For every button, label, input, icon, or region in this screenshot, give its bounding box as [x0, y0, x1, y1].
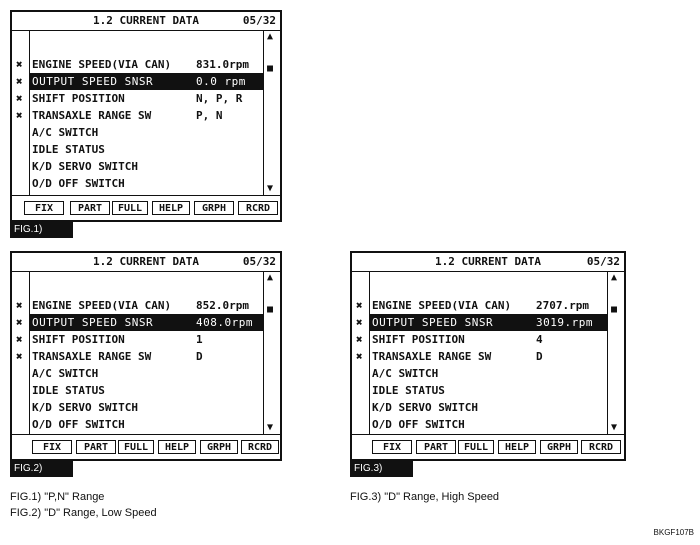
row-label: O/D OFF SWITCH: [32, 177, 125, 190]
data-row-idle-status[interactable]: [370, 382, 607, 399]
row-value: P, N: [196, 109, 223, 122]
row-label: ENGINE SPEED(VIA CAN): [372, 299, 512, 312]
data-row-transaxle-range[interactable]: [30, 107, 263, 124]
data-row-od-off[interactable]: [30, 416, 263, 433]
full-button[interactable]: FULL: [118, 440, 154, 454]
data-row-ac-switch[interactable]: [370, 365, 607, 382]
row-value: 831.0rpm: [196, 58, 249, 71]
help-button[interactable]: HELP: [498, 440, 536, 454]
row-mark[interactable]: ✖: [16, 92, 23, 105]
row-label: OUTPUT SPEED SNSR: [372, 316, 494, 329]
help-button[interactable]: HELP: [158, 440, 196, 454]
page-indicator: 05/32: [242, 255, 276, 268]
row-label: TRANSAXLE RANGE SW: [32, 350, 152, 363]
row-label: IDLE STATUS: [32, 143, 105, 156]
scroll-up-icon[interactable]: ▲: [267, 31, 274, 42]
scroll-thumb-icon[interactable]: ■: [267, 63, 274, 74]
row-value: 408.0rpm: [196, 316, 253, 329]
rcrd-button[interactable]: RCRD: [238, 201, 278, 215]
screen-title: 1.2 CURRENT DATA: [93, 14, 199, 27]
screen-title: 1.2 CURRENT DATA: [93, 255, 199, 268]
title-bar: [12, 253, 280, 272]
row-label: IDLE STATUS: [32, 384, 105, 397]
row-label: ENGINE SPEED(VIA CAN): [32, 299, 172, 312]
rcrd-button[interactable]: RCRD: [241, 440, 279, 454]
rcrd-button[interactable]: RCRD: [581, 440, 621, 454]
row-label: A/C SWITCH: [372, 367, 439, 380]
fig3-label: FIG.3): [350, 461, 413, 477]
page-indicator: 05/32: [586, 255, 620, 268]
row-mark[interactable]: ✖: [16, 58, 23, 71]
row-mark[interactable]: ✖: [356, 333, 363, 346]
row-label: ENGINE SPEED(VIA CAN): [32, 58, 172, 71]
row-value: 2707.rpm: [536, 299, 589, 312]
row-label: TRANSAXLE RANGE SW: [32, 109, 152, 122]
data-row-shift-position[interactable]: [30, 331, 263, 348]
scan-screen-fig2: [10, 251, 282, 461]
row-value: 3019.rpm: [536, 316, 593, 329]
row-label: TRANSAXLE RANGE SW: [372, 350, 492, 363]
row-label: K/D SERVO SWITCH: [32, 160, 138, 173]
caption-fig2: FIG.2) "D" Range, Low Speed: [10, 507, 157, 519]
row-mark[interactable]: ✖: [16, 299, 23, 312]
help-button[interactable]: HELP: [152, 201, 190, 215]
function-key-bar: [352, 434, 624, 459]
row-value: D: [196, 350, 203, 363]
fix-button[interactable]: FIX: [32, 440, 72, 454]
data-row-od-off[interactable]: [370, 416, 607, 433]
scroll-thumb-icon[interactable]: ■: [611, 304, 618, 315]
row-label: K/D SERVO SWITCH: [372, 401, 478, 414]
data-row-idle-status[interactable]: [30, 382, 263, 399]
part-button[interactable]: PART: [416, 440, 456, 454]
row-mark[interactable]: ✖: [356, 350, 363, 363]
data-row-engine-speed[interactable]: [370, 297, 607, 314]
row-label: K/D SERVO SWITCH: [32, 401, 138, 414]
data-row-shift-position[interactable]: [370, 331, 607, 348]
data-list: [369, 271, 608, 435]
row-label: A/C SWITCH: [32, 126, 99, 139]
data-row-output-speed[interactable]: [30, 314, 263, 331]
data-row-od-off[interactable]: [30, 175, 263, 192]
scroll-thumb-icon[interactable]: ■: [267, 304, 274, 315]
data-row-engine-speed[interactable]: [30, 297, 263, 314]
page-indicator: 05/32: [242, 14, 276, 27]
data-row-idle-status[interactable]: [30, 141, 263, 158]
row-label: O/D OFF SWITCH: [372, 418, 465, 431]
scan-screen-fig1: [10, 10, 282, 222]
row-value: 1: [196, 333, 203, 346]
scrollbar[interactable]: [264, 30, 280, 196]
row-mark[interactable]: ✖: [356, 299, 363, 312]
function-key-bar: [12, 195, 280, 220]
function-key-bar: [12, 434, 280, 459]
fix-button[interactable]: FIX: [24, 201, 64, 215]
grph-button[interactable]: GRPH: [194, 201, 234, 215]
data-row-kd-servo[interactable]: [30, 158, 263, 175]
title-bar: [352, 253, 624, 272]
scrollbar[interactable]: [264, 271, 280, 435]
data-row-output-speed[interactable]: [370, 314, 607, 331]
scrollbar[interactable]: [608, 271, 624, 435]
caption-fig3: FIG.3) "D" Range, High Speed: [350, 491, 500, 503]
screen-title: 1.2 CURRENT DATA: [435, 255, 541, 268]
data-row-kd-servo[interactable]: [370, 399, 607, 416]
fix-button[interactable]: FIX: [372, 440, 412, 454]
row-value: D: [536, 350, 543, 363]
data-row-transaxle-range[interactable]: [30, 348, 263, 365]
row-mark[interactable]: ✖: [16, 350, 23, 363]
caption-fig1: FIG.1) "P,N" Range: [10, 491, 105, 503]
row-label: O/D OFF SWITCH: [32, 418, 125, 431]
row-label: OUTPUT SPEED SNSR: [32, 316, 154, 329]
scroll-up-icon[interactable]: ▲: [611, 272, 618, 283]
scroll-down-icon[interactable]: ▼: [267, 422, 274, 433]
row-mark[interactable]: ✖: [16, 333, 23, 346]
part-button[interactable]: PART: [70, 201, 110, 215]
figure-code: BKGF107B: [653, 528, 694, 537]
grph-button[interactable]: GRPH: [200, 440, 238, 454]
row-value: 852.0rpm: [196, 299, 249, 312]
data-row-output-speed[interactable]: [30, 73, 263, 90]
full-button[interactable]: FULL: [112, 201, 148, 215]
data-row-ac-switch[interactable]: [30, 365, 263, 382]
row-mark[interactable]: ✖: [16, 316, 23, 329]
fig2-label: FIG.2): [10, 461, 73, 477]
row-value: N, P, R: [196, 92, 243, 105]
scroll-up-icon[interactable]: ▲: [267, 272, 274, 283]
scroll-down-icon[interactable]: ▼: [267, 183, 274, 194]
row-mark[interactable]: ✖: [16, 109, 23, 122]
row-mark[interactable]: ✖: [16, 75, 23, 88]
scan-screen-fig3: [350, 251, 626, 461]
data-row-kd-servo[interactable]: [30, 399, 263, 416]
scroll-down-icon[interactable]: ▼: [611, 422, 618, 433]
row-label: IDLE STATUS: [372, 384, 445, 397]
data-row-shift-position[interactable]: [30, 90, 263, 107]
data-row-ac-switch[interactable]: [30, 124, 263, 141]
row-label: A/C SWITCH: [32, 367, 99, 380]
data-row-engine-speed[interactable]: [30, 56, 263, 73]
data-list: [29, 30, 264, 196]
data-list: [29, 271, 264, 435]
title-bar: [12, 12, 280, 31]
row-value: 0.0 rpm: [196, 75, 246, 88]
full-button[interactable]: FULL: [458, 440, 494, 454]
fig1-label: FIG.1): [10, 222, 73, 238]
grph-button[interactable]: GRPH: [540, 440, 578, 454]
row-label: SHIFT POSITION: [32, 92, 125, 105]
part-button[interactable]: PART: [76, 440, 116, 454]
row-label: SHIFT POSITION: [372, 333, 465, 346]
row-label: OUTPUT SPEED SNSR: [32, 75, 154, 88]
row-value: 4: [536, 333, 543, 346]
row-label: SHIFT POSITION: [32, 333, 125, 346]
row-mark[interactable]: ✖: [356, 316, 363, 329]
data-row-transaxle-range[interactable]: [370, 348, 607, 365]
